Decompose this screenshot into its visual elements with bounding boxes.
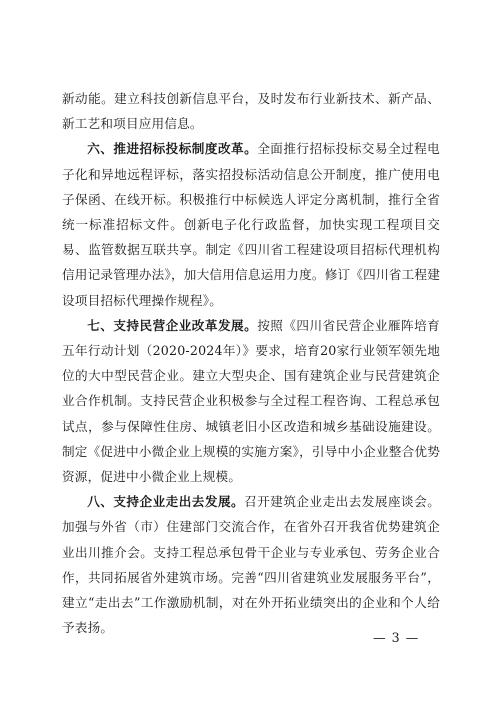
paragraph-continuation bbox=[62, 86, 440, 136]
paragraph-text: 新动能。建立科技创新信息平台，及时发布行业新技术、新产品、新工艺和项目应用信息。 bbox=[62, 91, 440, 132]
paragraph-heading: 七、支持民营企业改革发展。 bbox=[87, 317, 258, 333]
paragraph-text: 召开建筑企业走出去发展座谈会。加强与外省（市）住建部门交流合作，在省外召开我省优势建筑企业出川推介会。支持工程总承包骨干企业与专业承包、劳务企业合作，共同拓展省外建筑市场。完善“四川省建筑业发展服务平台”，建立“走出去”工作激励机制，对在外开拓业绩突出的企业和个人给予表扬。 bbox=[62, 494, 441, 636]
paragraph-going-out bbox=[62, 489, 440, 640]
paragraph-text: 按照《四川省民营企业雁阵培育五年行动计划（2020-2024年）》要求，培育20家行业领军领先地位的大中型民营企业。建立大型央企、国有建筑企业与民营建筑企业合作机制。支持民营企业积极参与全过程工程咨询、工程总承包试点，参与保障性住房、城镇老旧小区改造和城乡基础设施建设。制定《促进中小微企业上规模的实施方案》，引导中小企业整合优势资源，促进中小微企业上规模。 bbox=[62, 317, 440, 485]
paragraph-text: 全面推行招标投标交易全过程电子化和异地远程评标，落实招投标活动信息公开制度，推广使用电子保函、在线开标。积极推行中标候选人评定分离机制，推行全省统一标准招标文件。创新电子化行政监督，加快实现工程项目交易、监管数据互联共享。制定《四川省工程建设项目招标代理机构信用记录管理办法》，加大信用信息运用力度。修订《四川省工程建设项目招标代理操作规程》。 bbox=[62, 141, 440, 308]
paragraph-bidding-reform bbox=[62, 136, 440, 312]
page-number: — 3 — bbox=[373, 630, 420, 645]
paragraph-heading: 六、推进招标投标制度改革。 bbox=[87, 141, 258, 157]
paragraph-heading: 八、支持企业走出去发展。 bbox=[87, 494, 245, 510]
paragraph-private-enterprise bbox=[62, 313, 440, 489]
document-body bbox=[62, 86, 440, 640]
